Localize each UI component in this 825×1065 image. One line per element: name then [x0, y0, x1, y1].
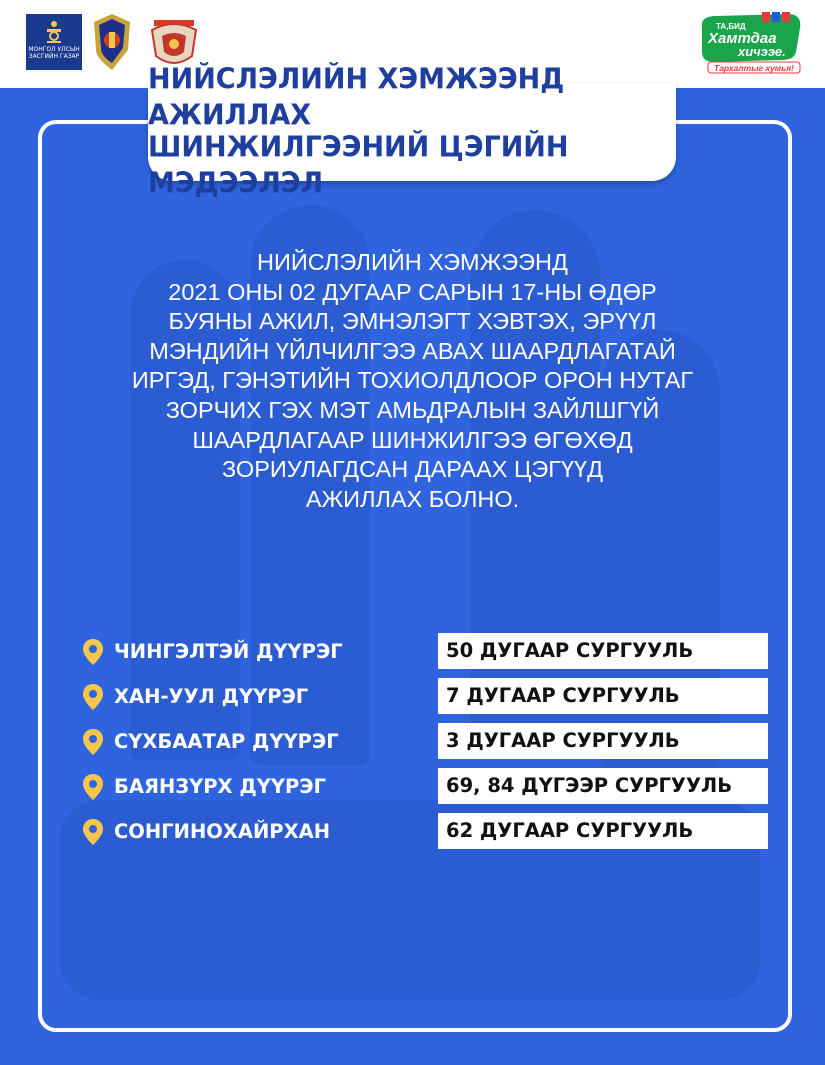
map-pin-icon	[82, 728, 104, 756]
location-row	[82, 678, 772, 723]
announcement-line: ИРГЭД, ГЭНЭТИЙН ТОХИОЛДЛООР ОРОН НУТАГ	[131, 367, 694, 394]
school-label: 62 ДУГААР СУРГУУЛЬ	[438, 813, 768, 849]
district-label: ХАН-УУЛ ДҮҮРЭГ	[114, 685, 309, 708]
location-row	[82, 813, 772, 858]
announcement-line: БУЯНЫ АЖИЛ, ЭМНЭЛЭГТ ХЭВТЭХ, ЭРҮҮЛ	[168, 308, 657, 335]
location-row	[82, 633, 772, 678]
campaign-main-text: Хамтдаа	[708, 30, 777, 47]
police-shield-logo	[92, 12, 132, 72]
soyombo-icon	[44, 20, 64, 44]
location-row	[82, 768, 772, 813]
announcement-line: 2021 ОНЫ 02 ДУГААР САРЫН 17-НЫ ӨДӨР	[168, 278, 657, 305]
district-label: СОНГИНОХАЙРХАН	[114, 820, 331, 843]
government-logo-text-2: ЗАСГИЙН ГАЗАР	[28, 53, 80, 60]
announcement-line: МЭНДИЙН ҮЙЛЧИЛГЭЭ АВАХ ШААРДЛАГАТАЙ	[149, 337, 676, 364]
announcement-line: НИЙСЛЭЛИЙН ХЭМЖЭЭНД	[257, 249, 568, 275]
map-pin-icon	[82, 818, 104, 846]
map-pin-icon	[82, 638, 104, 666]
school-label: 3 ДУГААР СУРГУУЛЬ	[438, 723, 768, 759]
map-pin-icon	[82, 773, 104, 801]
map-pin-icon	[82, 683, 104, 711]
testing-location-list	[82, 633, 772, 858]
district-label: СҮХБААТАР ДҮҮРЭГ	[114, 730, 339, 753]
page-title-line-1: НИЙСЛЭЛИЙН ХЭМЖЭЭНД АЖИЛЛАХ	[148, 63, 565, 132]
government-logo	[26, 14, 82, 70]
announcement-line: АЖИЛЛАХ БОЛНО.	[305, 485, 520, 512]
government-logo-text-1: МОНГОЛ УЛСЫН	[28, 46, 80, 53]
district-label: БАЯНЗҮРХ ДҮҮРЭГ	[114, 775, 327, 798]
campaign-top-text: ТА,БИД	[716, 22, 746, 31]
location-row	[82, 723, 772, 768]
campaign-main2-text: хичээе.	[738, 44, 786, 59]
announcement-line: ЗОРЧИХ ГЭХ МЭТ АМЬДРАЛЫН ЗАЙЛШГҮЙ	[165, 396, 660, 423]
school-label: 50 ДУГААР СУРГУУЛЬ	[438, 633, 768, 669]
title-banner	[148, 63, 676, 200]
announcement-text	[60, 248, 765, 514]
page-title-line-2: ШИНЖИЛГЭЭНИЙ ЦЭГИЙН МЭДЭЭЛЭЛ	[148, 131, 569, 200]
campaign-tagline-text: Тархалтыг хумья!	[714, 63, 794, 73]
district-label: ЧИНГЭЛТЭЙ ДҮҮРЭГ	[114, 640, 343, 663]
school-label: 69, 84 ДҮГЭЭР СУРГУУЛЬ	[438, 768, 768, 804]
announcement-line: ЗОРИУЛАГДСАН ДАРААХ ЦЭГҮҮД	[221, 456, 603, 483]
announcement-line: ШААРДЛАГААР ШИНЖИЛГЭЭ ӨГӨХӨД	[192, 426, 633, 453]
campaign-logo	[696, 8, 806, 74]
school-label: 7 ДУГААР СУРГУУЛЬ	[438, 678, 768, 714]
